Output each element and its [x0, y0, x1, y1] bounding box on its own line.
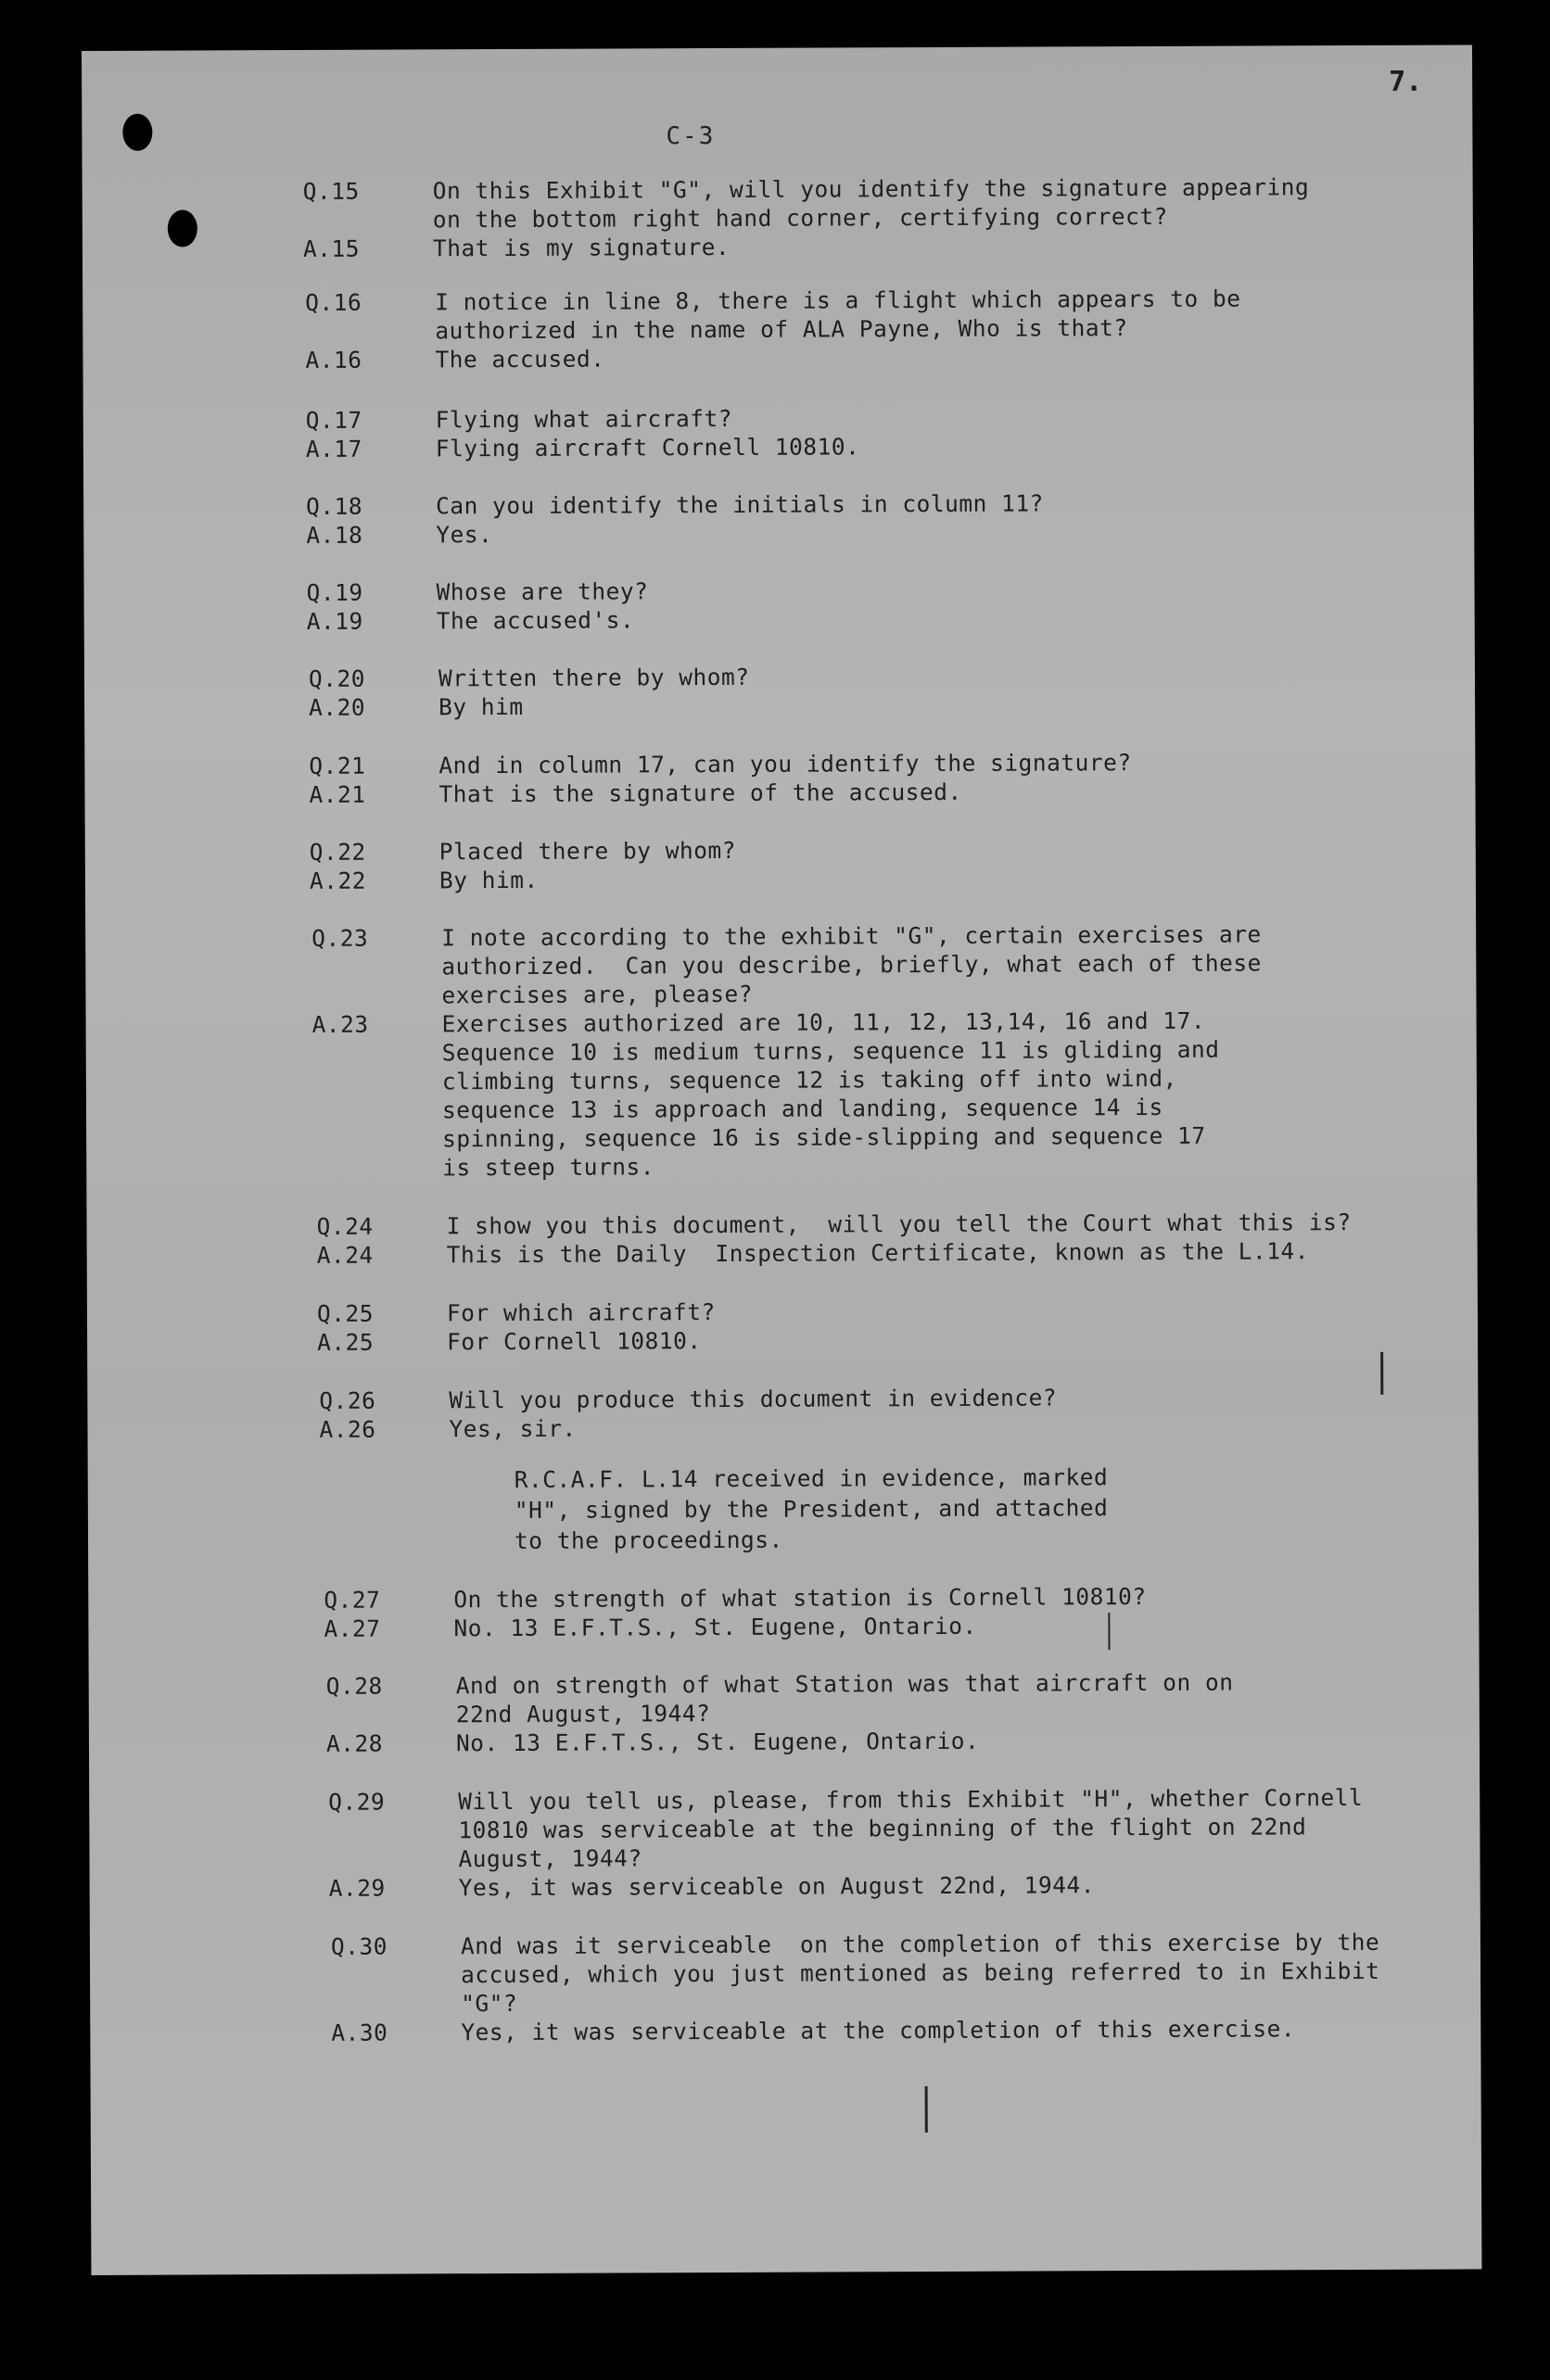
entry-line: 22nd August, 1944? — [455, 1700, 711, 1728]
entry-label: A.22 — [309, 867, 366, 894]
entry-line: climbing turns, sequence 12 is taking off into wind, — [441, 1064, 1177, 1095]
entry-line: is steep turns. — [442, 1153, 655, 1182]
answer-30 — [331, 2015, 1296, 2133]
entry-label: A.28 — [325, 1729, 384, 1757]
page-number: 7. — [1389, 65, 1423, 98]
entry-line: On the strength of what station is Cornell 10810? — [453, 1583, 1147, 1614]
entry-line: Yes, it was serviceable at the completion of this exercise. — [461, 2015, 1296, 2046]
entry-label: A.29 — [328, 1874, 386, 1902]
entry-line: exercises are, please? — [441, 980, 754, 1009]
entry-label: Q.21 — [309, 752, 366, 779]
entry-label: Q.25 — [316, 1299, 375, 1327]
entry-line: Placed there by whom? — [438, 836, 737, 866]
entry-label: A.18 — [306, 521, 363, 549]
entry-label: A.25 — [317, 1328, 375, 1356]
entry-line: Written there by whom? — [438, 663, 750, 692]
entry-line: That is the signature of the accused. — [438, 778, 962, 808]
entry-label: A.27 — [324, 1614, 381, 1642]
entry-line: No. 13 E.F.T.S., St. Eugene, Ontario. — [455, 1727, 980, 1757]
entry-label: Q.22 — [309, 838, 366, 866]
scan-mark — [1380, 1352, 1383, 1395]
entry-line: And was it serviceable on the completion of this exercise by the — [460, 1928, 1380, 1960]
entry-line: authorized in the name of ALA Payne, Who is that? — [435, 314, 1128, 345]
entry-label: Q.16 — [305, 288, 362, 316]
entry-line: 10810 was serviceable at the beginning of the flight on 22nd — [458, 1813, 1307, 1844]
entry-label: Q.15 — [302, 177, 360, 205]
entry-label: A.15 — [302, 234, 361, 262]
entry-line: Will you tell us, please, from this Exhibit "H", whether Cornell — [458, 1783, 1364, 1816]
scan-mark — [925, 2086, 928, 2133]
entry-line: I notice in line 8, there is a flight which appears to be — [435, 285, 1241, 316]
entry-line: No. 13 E.F.T.S., St. Eugene, Ontario. — [453, 1612, 977, 1642]
entry-line: And on strength of what Station was that aircraft on on — [455, 1668, 1234, 1700]
entry-line: The accused. — [435, 345, 605, 373]
entry-line: Flying what aircraft? — [435, 404, 733, 434]
entry-line: Flying aircraft Cornell 10810. — [435, 433, 860, 462]
entry-label: A.30 — [331, 2019, 388, 2046]
entry-line: This is the Daily Inspection Certificate, known as the L.14. — [446, 1237, 1309, 1269]
entry-label: A.16 — [305, 346, 362, 373]
qa-transcript — [82, 44, 1481, 2275]
evidence-note-line-1: R.C.A.F. L.14 received in evidence, marked — [514, 1463, 1109, 1493]
answer-26 — [319, 1414, 577, 1529]
entry-line: Yes, sir. — [449, 1414, 577, 1443]
entry-line: Sequence 10 is medium turns, sequence 11 is gliding and — [441, 1035, 1220, 1067]
entry-line: By him — [438, 692, 524, 721]
scan-mark — [1108, 1613, 1110, 1650]
entry-label: Q.19 — [306, 578, 363, 606]
entry-label: A.20 — [309, 693, 366, 721]
entry-line: on the bottom right hand corner, certifying correct? — [432, 202, 1168, 234]
entry-label: A.19 — [306, 607, 363, 635]
entry-line: By him. — [438, 866, 539, 894]
document-header-code: C-3 — [666, 122, 716, 151]
entry-line: I note according to the exhibit "G", certain exercises are — [441, 920, 1262, 952]
entry-label: Q.30 — [330, 1932, 388, 1960]
entry-line: Will you produce this document in evidence? — [449, 1384, 1058, 1414]
entry-label: Q.29 — [328, 1788, 386, 1816]
entry-line: That is my signature. — [432, 233, 731, 262]
entry-label: A.21 — [309, 780, 366, 808]
entry-line: Exercises authorized are 10, 11, 12, 13,14, 16 and 17. — [441, 1006, 1206, 1038]
entry-label: Q.20 — [308, 665, 366, 692]
document-page — [82, 44, 1481, 2275]
evidence-note-line-3: to the proceedings. — [514, 1525, 783, 1554]
entry-label: Q.24 — [316, 1212, 374, 1240]
entry-line: August, 1944? — [458, 1844, 642, 1873]
entry-label: A.24 — [316, 1241, 374, 1269]
entry-line: authorized. Can you describe, briefly, what each of these — [441, 949, 1262, 981]
entry-label: Q.23 — [311, 924, 369, 952]
entry-line: For which aircraft? — [446, 1298, 716, 1327]
entry-line: accused, which you just mentioned as being referred to in Exhibit — [460, 1956, 1380, 1989]
entry-label: A.26 — [319, 1415, 376, 1443]
entry-label: Q.28 — [325, 1672, 383, 1700]
entry-line: Can you identify the initials in column 11? — [436, 489, 1044, 520]
entry-label: A.17 — [305, 435, 362, 462]
entry-label: Q.26 — [319, 1386, 376, 1414]
entry-label: Q.17 — [305, 406, 362, 434]
entry-line: On this Exhibit "G", will you identify the signature appearing — [432, 173, 1310, 205]
entry-label: Q.27 — [324, 1586, 381, 1614]
entry-line: "G"? — [461, 1989, 518, 2018]
entry-label: Q.18 — [306, 492, 363, 520]
entry-line: Yes, it was serviceable on August 22nd, 1944. — [458, 1871, 1095, 1902]
entry-line: sequence 13 is approach and landing, sequence 14 is — [441, 1093, 1163, 1124]
entry-line: spinning, sequence 16 is side-slipping and sequence 17 — [442, 1121, 1206, 1153]
entry-line: And in column 17, can you identify the signature? — [438, 749, 1132, 779]
entry-line: Whose are they? — [436, 577, 649, 606]
entry-line: Yes. — [436, 521, 493, 549]
entry-line: For Cornell 10810. — [447, 1327, 702, 1356]
evidence-note-line-2: "H", signed by the President, and attached — [514, 1494, 1109, 1524]
entry-label: A.23 — [311, 1010, 369, 1038]
entry-line: I show you this document, will you tell the Court what this is? — [446, 1209, 1352, 1240]
entry-line: The accused's. — [436, 606, 635, 635]
